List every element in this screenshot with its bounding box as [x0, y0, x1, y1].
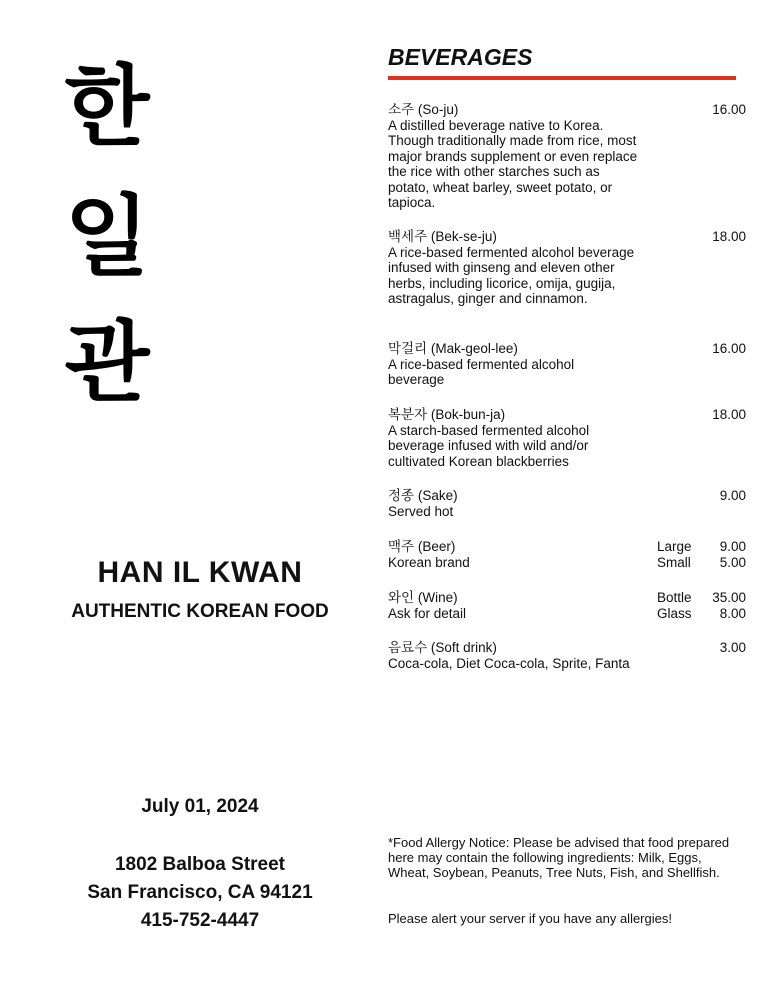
- item-description: A starch-based fermented alcohol beverage infused with wild and/or cultivated Korean blackberries: [388, 422, 590, 469]
- address-street: 1802 Balboa Street: [114, 854, 286, 875]
- allergy-notice: *Food Allergy Notice: Please be advised that food prepared here may contain the following ingredients: Milk, Eggs, Wheat, Soybean, Peanuts, Tree Nuts, Fish, and Shellfish.: [388, 835, 730, 880]
- menu-item-wine: [388, 590, 748, 621]
- menu-item-sake: [388, 488, 748, 519]
- item-description: Coca-cola, Diet Coca-cola, Sprite, Fanta: [388, 655, 630, 671]
- section-divider: [388, 76, 736, 80]
- item-name: 복분자 (Bok-bun-ja): [388, 407, 506, 422]
- item-name: 막걸리 (Mak-geol-lee): [388, 341, 518, 356]
- item-description: A rice-based fermented alcohol beverage infused with ginseng and eleven other herbs, including licorice, omija, gugija, astragalus, ginger and cinnamon.: [388, 244, 635, 306]
- menu-item-soft-drink: [388, 640, 748, 671]
- brand-panel: [0, 0, 380, 1000]
- restaurant-subtitle: AUTHENTIC KOREAN FOOD: [71, 601, 329, 622]
- item-price: 18.00: [712, 407, 746, 422]
- size-label: Large: [657, 539, 692, 554]
- item-description: Served hot: [388, 503, 454, 519]
- item-price: 18.00: [712, 229, 746, 244]
- restaurant-name: HAN IL KWAN: [97, 556, 303, 589]
- item-name: 와인 (Wine): [388, 590, 458, 605]
- size-prices: [720, 539, 746, 570]
- menu-item-bokbunja: [388, 407, 748, 469]
- size-label: Small: [657, 554, 691, 570]
- item-description: A distilled beverage native to Korea. Though traditionally made from rice, most major brands supplement or even replace the rice with other starches such as potato, wheat barley, sweet potato, or tapioca.: [388, 117, 638, 210]
- size-price: 5.00: [719, 554, 746, 570]
- address-block: [0, 851, 400, 935]
- brand-hangul-char-1: 한: [64, 54, 150, 158]
- item-description: A rice-based fermented alcohol beverage: [388, 356, 575, 387]
- menu-item-soju: [388, 102, 748, 211]
- item-price: 16.00: [712, 102, 746, 117]
- item-description: Ask for detail: [388, 605, 467, 621]
- brand-hangul-char-2: 일: [64, 184, 150, 288]
- item-price: 16.00: [712, 341, 746, 356]
- size-labels: [657, 590, 692, 621]
- address-city: San Francisco, CA 94121: [87, 882, 313, 903]
- item-name: 백세주 (Bek-se-ju): [388, 229, 497, 244]
- size-label: Glass: [657, 605, 692, 621]
- menu-item-makgeolli: [388, 341, 748, 388]
- item-price: 3.00: [719, 640, 746, 655]
- size-price: 35.00: [712, 590, 746, 605]
- menu-item-beer: [388, 539, 748, 570]
- item-name: 정종 (Sake): [388, 488, 458, 503]
- size-label: Bottle: [657, 590, 692, 605]
- section-title: BEVERAGES: [388, 44, 533, 70]
- size-prices: [712, 590, 746, 621]
- address-phone: 415-752-4447: [140, 910, 260, 931]
- item-description: Korean brand: [388, 554, 470, 570]
- menu-date: July 01, 2024: [141, 796, 259, 817]
- size-labels: [657, 539, 692, 570]
- item-name: 음료수 (Soft drink): [388, 640, 497, 655]
- item-price: 9.00: [719, 488, 746, 503]
- size-price: 9.00: [719, 539, 746, 554]
- brand-hangul-char-3: 관: [64, 310, 150, 414]
- menu-item-bekseju: [388, 229, 748, 307]
- size-price: 8.00: [719, 605, 746, 621]
- item-name: 맥주 (Beer): [388, 539, 456, 554]
- allergy-alert: Please alert your server if you have any allergies!: [388, 911, 672, 926]
- item-name: 소주 (So-ju): [388, 102, 459, 117]
